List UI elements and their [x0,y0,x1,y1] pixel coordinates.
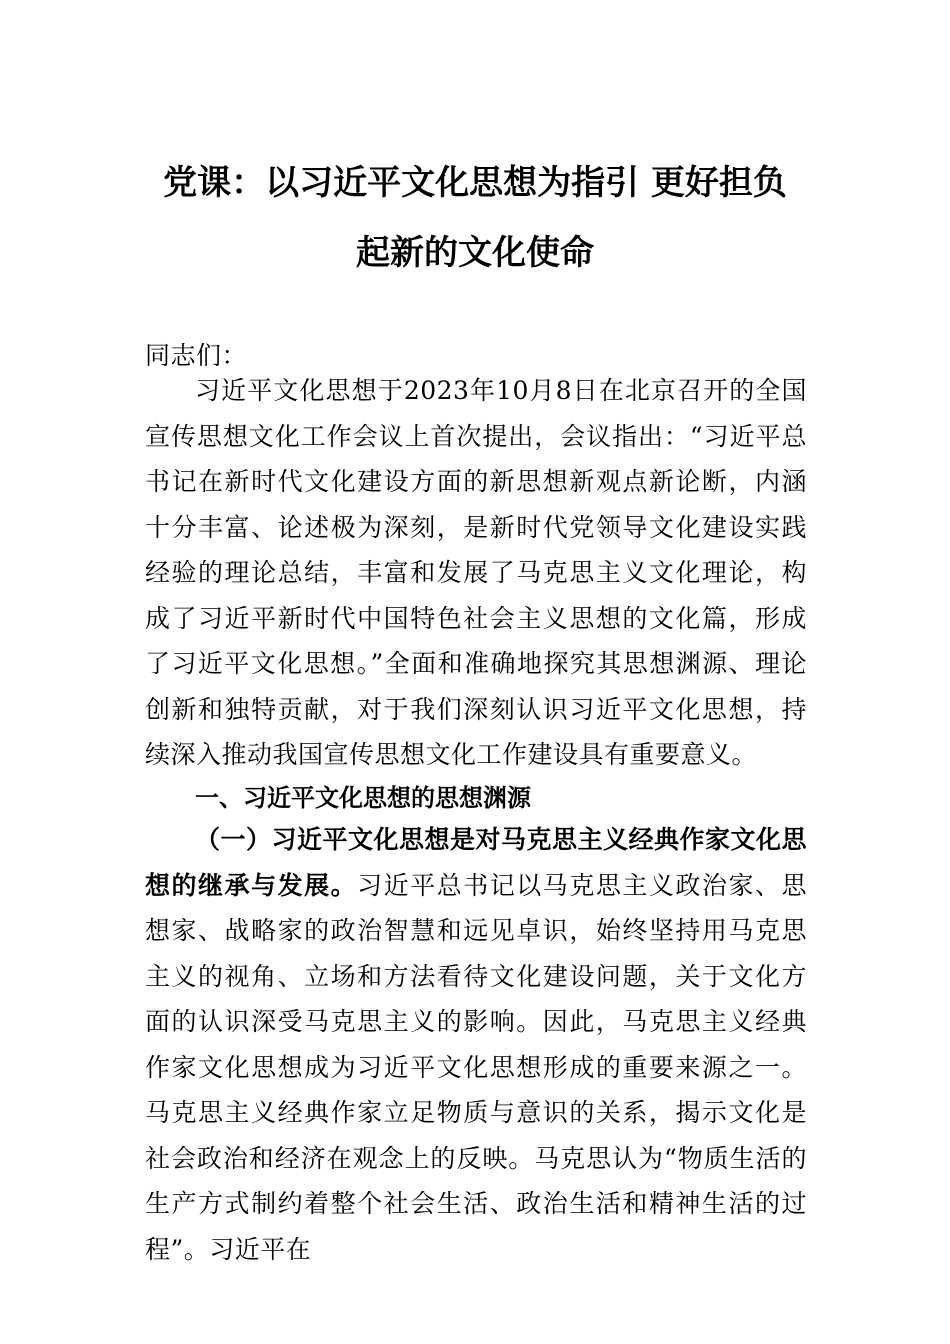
salutation: 同志们： [145,341,248,370]
paragraph-section-1-text: 习近平总书记以马克思主义政治家、思想家、战略家的政治智慧和远见卓识，始终坚持用马克思主义的视角、立场和方法看待文化建设问题，关于文化方面的认识深受马克思主义的影响。因此，马克思主义经典作家文化思想成为习近平文化思想形成的重要来源之一。马克思主义经典作家立足物质与意识的关系，揭示文化是社会政治和经济在观念上的反映。马克思认为“物质生活的生产方式制约着整个社会生活、政治生活和精神生活的过程”。习近平在 [145,870,807,1264]
subsection-heading-1: （一）习近平文化思想是对马克思主义经典作家文化思想的继承与发展。 [145,825,808,900]
section-heading-1: 一、习近平文化思想的思想渊源 [195,784,531,812]
paragraph-intro: 习近平文化思想于2023年10月8日在北京召开的全国宣传思想文化工作会议上首次提出，会议指出：“习近平总书记在新时代文化建设方面的新思想新观点新论断，内涵十分丰富、论述极为深刻，是新时代党领导文化建设实践经验的理论总结，丰富和发展了马克思主义文化理论，构成了习近平新时代中国特色社会主义思想的文化篇，形成了习近平文化思想。”全面和准确地探究其思想渊源、理论创新和独特贡献，对于我们深刻认识习近平文化思想，持续深入推动我国宣传思想文化工作建设具有重要意义。 [145,376,807,769]
paragraph-section-1 [145,817,807,1272]
document-title-line-2: 起新的文化使命 [356,233,594,273]
document-title-line-1: 党课：以习近平文化思想为指引 更好担负 [163,163,787,203]
